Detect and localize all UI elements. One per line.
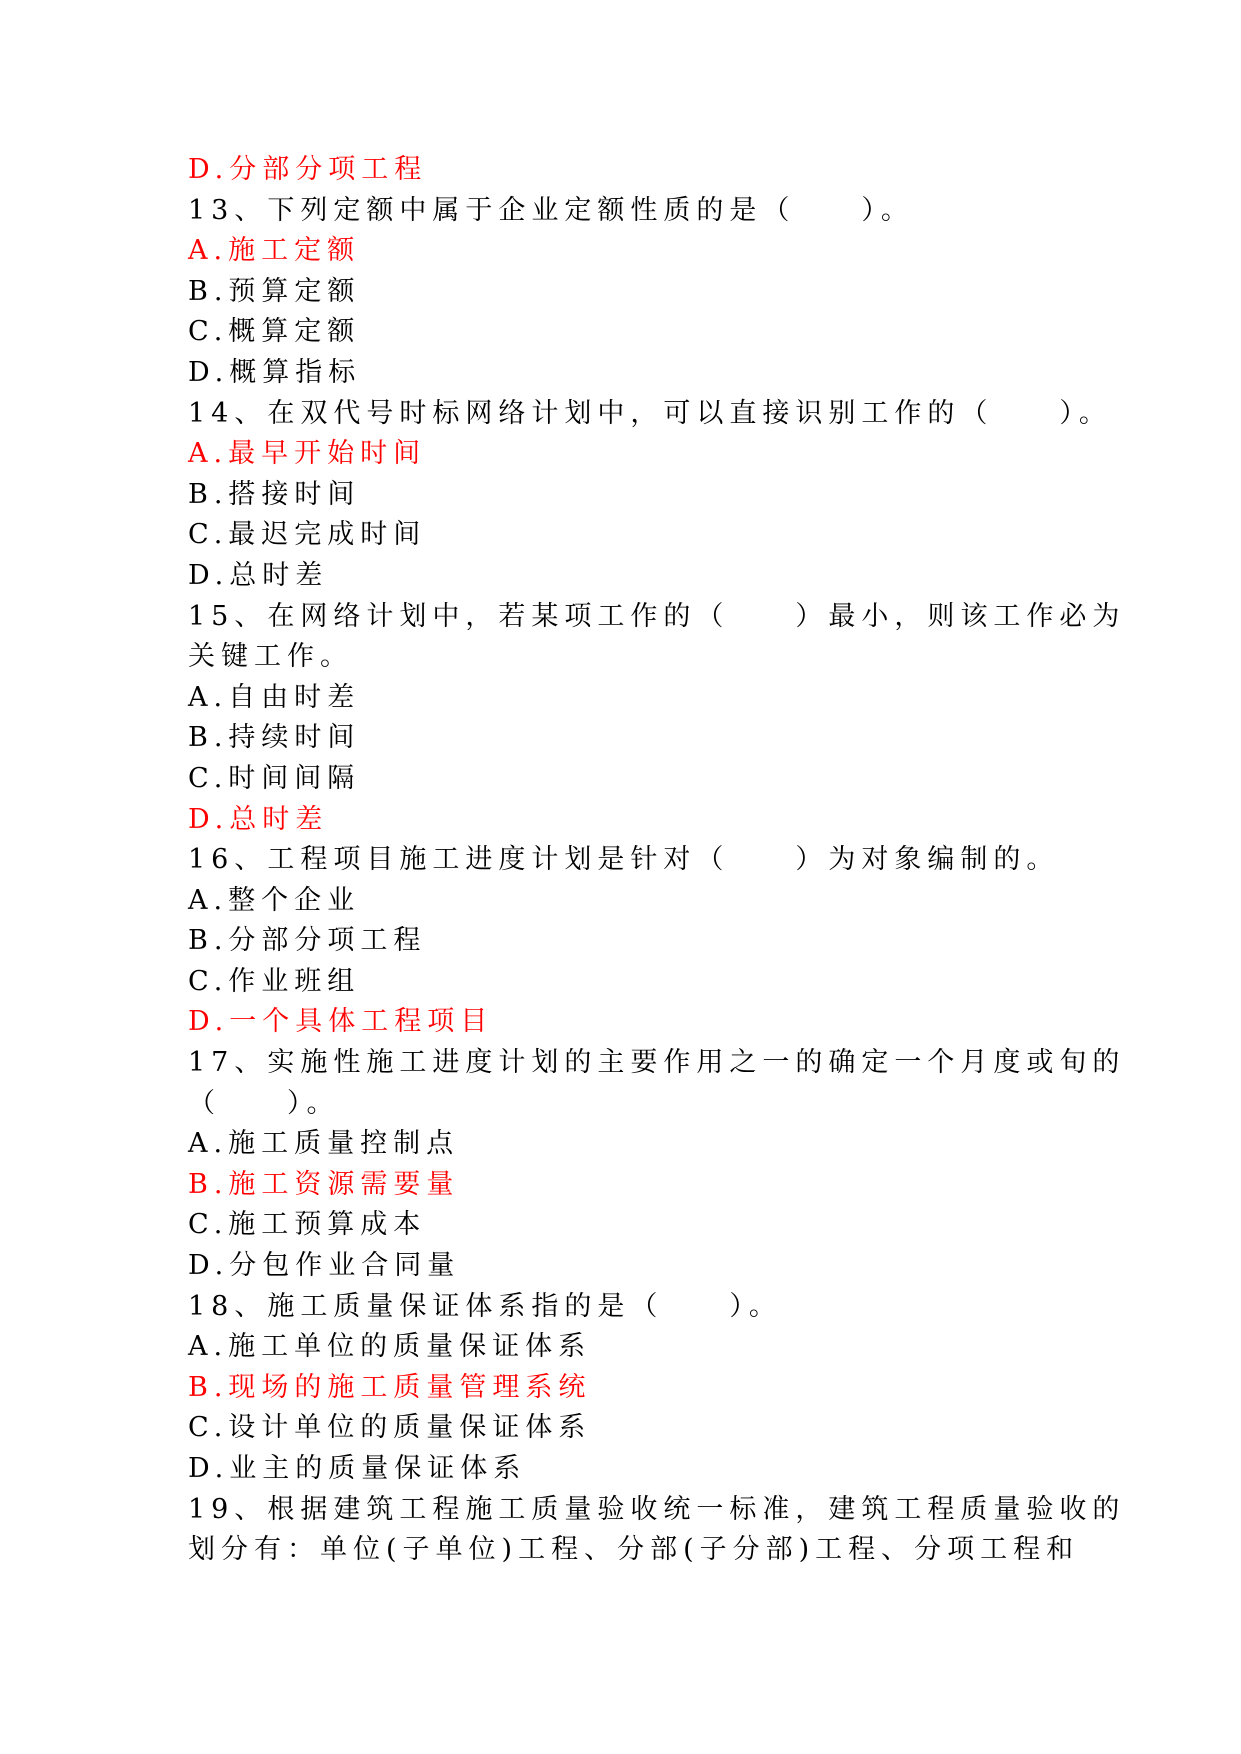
- text-line: 划分有：单位(子单位)工程、分部(子分部)工程、分项工程和: [188, 1534, 1080, 1566]
- text-line: D.概算指标: [188, 356, 362, 388]
- text-line: C.最迟完成时间: [188, 519, 427, 551]
- text-line: A.整个企业: [188, 884, 361, 916]
- text-line: C.作业班组: [188, 965, 361, 997]
- text-line: 关键工作。: [188, 641, 353, 673]
- text-line: 14、在双代号时标网络计划中，可以直接识别工作的（ ）。: [188, 397, 1112, 429]
- document-page: [188, 150, 1126, 1571]
- text-line: 13、下列定额中属于企业定额性质的是（ ）。: [188, 194, 914, 226]
- text-line: B.搭接时间: [188, 478, 361, 510]
- text-line: C.概算定额: [188, 316, 361, 348]
- answer-line: D.分部分项工程: [188, 154, 428, 185]
- answer-line: B.现场的施工质量管理系统: [188, 1371, 592, 1403]
- text-line: 16、工程项目施工进度计划是针对（ ）为对象编制的。: [188, 844, 1060, 876]
- text-line: D.总时差: [188, 559, 329, 591]
- answer-line: A.最早开始时间: [188, 438, 427, 470]
- text-line: C.施工预算成本: [188, 1209, 427, 1241]
- text-line: 19、根据建筑工程施工质量验收统一标准，建筑工程质量验收的: [188, 1493, 1126, 1525]
- text-line: D.分包作业合同量: [188, 1250, 461, 1282]
- text-line: B.持续时间: [188, 722, 361, 754]
- text-line: A.自由时差: [188, 681, 361, 713]
- text-line: （ ）。: [188, 1087, 340, 1119]
- answer-line: D.总时差: [188, 803, 329, 835]
- text-line: B.预算定额: [188, 275, 361, 307]
- text-line: A.施工质量控制点: [188, 1128, 460, 1160]
- text-line: A.施工单位的质量保证体系: [188, 1331, 592, 1363]
- text-line: D.业主的质量保证体系: [188, 1453, 527, 1484]
- text-line: B.分部分项工程: [188, 925, 427, 957]
- answer-line: B.施工资源需要量: [188, 1168, 460, 1200]
- text-line: C.时间间隔: [188, 762, 361, 794]
- text-line: 17、实施性施工进度计划的主要作用之一的确定一个月度或旬的: [188, 1047, 1126, 1079]
- answer-line: A.施工定额: [188, 235, 361, 267]
- answer-line: D.一个具体工程项目: [188, 1006, 494, 1038]
- text-line: 18、施工质量保证体系指的是（ ）。: [188, 1290, 782, 1322]
- text-line: C.设计单位的质量保证体系: [188, 1412, 592, 1444]
- text-line: 15、在网络计划中，若某项工作的（ ）最小，则该工作必为: [188, 600, 1126, 632]
